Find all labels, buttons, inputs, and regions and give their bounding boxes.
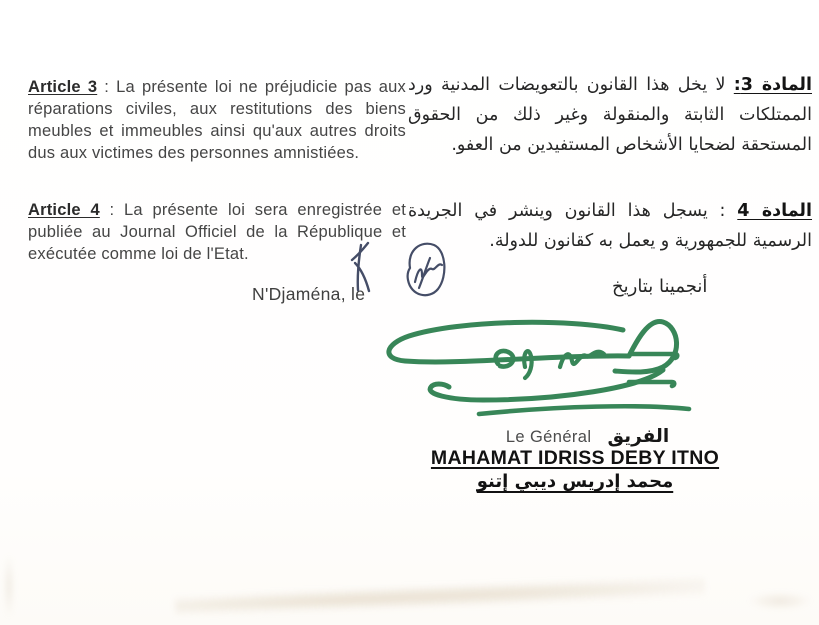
french-article-3-label: Article 3: [28, 78, 98, 96]
scan-smudge: [748, 592, 812, 610]
arabic-article-4: [408, 196, 812, 256]
arabic-article-3: [408, 70, 812, 160]
signer-name-arabic: محمد إدريس ديبي إتنو: [476, 471, 674, 492]
french-article-4-text: : La présente loi sera enregistrée et publiée au Journal Officiel de la République et exécutée comme loi de l'Etat.: [28, 201, 406, 263]
arabic-article-3-label: المادة 3:: [733, 75, 812, 95]
signer-title-row: [445, 426, 730, 447]
scan-smudge: [4, 555, 14, 617]
scan-smudge: [175, 577, 705, 617]
arabic-article-4-text: : يسجل هذا القانون وينشر في الجريدة الرسمية للجمهورية و يعمل به كقانون للدولة.: [408, 201, 812, 251]
arabic-dateline: أنجمينا بتاريخ: [612, 276, 708, 297]
french-article-4-label: Article 4: [28, 201, 100, 219]
signer-name-latin: MAHAMAT IDRISS DEBY ITNO: [430, 447, 720, 469]
french-article-3-text: : La présente loi ne préjudicie pas aux réparations civiles, aux restitutions des biens meubles et immeubles ainsi qu'aux autres droits dus aux victimes des personnes amnistiées.: [28, 78, 406, 162]
french-article-3: [28, 76, 406, 164]
signer-title-french: Le Général: [505, 428, 592, 446]
handwritten-paraph-icon: [347, 238, 449, 304]
arabic-article-4-label: المادة 4: [737, 201, 813, 221]
french-dateline: N'Djaména, le: [252, 284, 366, 304]
arabic-article-3-text: لا يخل هذا القانون بالتعويضات المدنية ورد الممتلكات الثابتة والمنقولة وغير ذلك من الحقوق المستحقة لضحايا الأشخاص المستفيدين من العفو.: [408, 75, 812, 155]
signer-title-arabic: الفريق: [607, 426, 670, 447]
signature-icon: [379, 314, 697, 432]
